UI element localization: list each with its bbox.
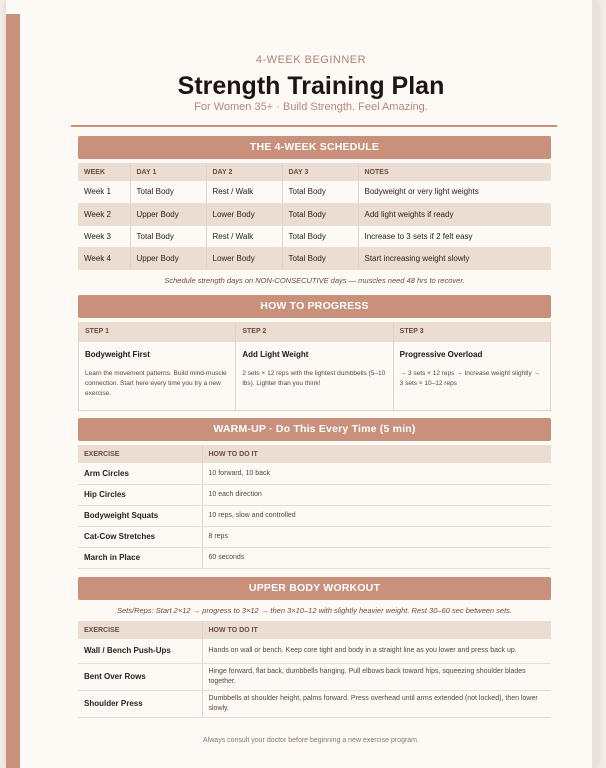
step-description: 2 sets × 12 reps with the lightest dumbbells (5–10 lbs). Lighter than you think! <box>242 370 386 387</box>
step-title: Bodyweight First <box>85 350 150 359</box>
table-row <box>78 225 551 247</box>
schedule-section <box>78 136 551 285</box>
table-cell: Total Body <box>130 181 206 203</box>
table-row <box>78 547 551 568</box>
upper-body-table <box>78 621 551 718</box>
exercise-name: Wall / Bench Push-Ups <box>78 639 202 663</box>
column-header: DAY 2 <box>206 163 282 181</box>
column-header: HOW TO DO IT <box>202 621 551 639</box>
sets-reps-note: Sets/Reps: Start 2×12 → progress to 3×12 → then 3×10–12 with slightly heavier weight. Rest 30–60 sec between sets. <box>116 606 513 615</box>
exercise-name: Hip Circles <box>78 484 202 505</box>
accent-bar-left <box>6 14 20 768</box>
table-row <box>78 505 551 526</box>
exercise-name: Cat-Cow Stretches <box>78 526 202 547</box>
column-header: HOW TO DO IT <box>202 445 551 463</box>
warmup-header-row <box>78 445 551 463</box>
step-label: STEP 3 <box>394 322 550 342</box>
table-row <box>78 247 551 269</box>
table-cell: Start increasing weight slowly <box>358 247 551 269</box>
exercise-name: Bent Over Rows <box>78 663 202 690</box>
warmup-heading: WARM-UP · Do This Every Time (5 min) <box>78 418 551 441</box>
table-cell: Total Body <box>282 247 358 269</box>
table-row <box>78 484 551 505</box>
exercise-instructions: 60 seconds <box>202 547 551 568</box>
table-cell: Bodyweight or very light weights <box>358 181 551 203</box>
table-cell: Lower Body <box>206 203 282 225</box>
table-cell: Rest / Walk <box>206 181 282 203</box>
step-title: Progressive Overload <box>399 350 483 359</box>
table-row <box>78 181 551 203</box>
progress-section <box>78 295 551 411</box>
schedule-table <box>78 163 551 270</box>
schedule-header-row <box>78 163 551 181</box>
page-subtitle: For Women 35+ · Build Strength. Feel Amazing. <box>194 101 428 113</box>
table-cell: Week 1 <box>78 181 130 203</box>
step-card <box>236 322 393 410</box>
warmup-table <box>78 445 551 569</box>
eyebrow-text: 4-WEEK BEGINNER <box>255 54 367 66</box>
step-card <box>79 322 236 410</box>
upper-header-row <box>78 621 551 639</box>
column-header: DAY 3 <box>282 163 358 181</box>
table-row <box>78 526 551 547</box>
column-header: NOTES <box>358 163 551 181</box>
table-cell: Upper Body <box>130 247 206 269</box>
exercise-name: Arm Circles <box>78 463 202 484</box>
table-row <box>78 203 551 225</box>
table-cell: Increase to 3 sets if 2 felt easy <box>358 225 551 247</box>
exercise-instructions: Hands on wall or bench. Keep core tight and body in a straight line as you lower and press back up. <box>202 639 551 663</box>
exercise-instructions: Hinge forward, flat back, dumbbells hanging. Pull elbows back toward hips, squeezing shoulder blades together. <box>202 663 551 690</box>
table-cell: Rest / Walk <box>206 225 282 247</box>
table-cell: Week 4 <box>78 247 130 269</box>
table-row <box>78 663 551 690</box>
column-header: DAY 1 <box>130 163 206 181</box>
exercise-instructions: 10 reps, slow and controlled <box>202 505 551 526</box>
exercise-name: March in Place <box>78 547 202 568</box>
step-label: STEP 1 <box>79 322 235 342</box>
table-cell: Lower Body <box>206 247 282 269</box>
warmup-section <box>78 418 551 569</box>
disclaimer-footer: Always consult your doctor before beginning a new exercise program. <box>203 737 419 744</box>
column-header: EXERCISE <box>78 445 202 463</box>
document-page <box>6 0 598 768</box>
exercise-name: Bodyweight Squats <box>78 505 202 526</box>
table-cell: Total Body <box>282 203 358 225</box>
table-cell: Week 2 <box>78 203 130 225</box>
table-cell: Upper Body <box>130 203 206 225</box>
table-cell: Week 3 <box>78 225 130 247</box>
step-title: Add Light Weight <box>242 350 309 359</box>
column-header: EXERCISE <box>78 621 202 639</box>
table-row <box>78 639 551 663</box>
progress-heading: HOW TO PROGRESS <box>78 295 551 318</box>
step-description: Learn the movement patterns. Build mind-muscle connection. Start here every time you try a new exercise. <box>85 370 227 397</box>
table-cell: Add light weights if ready <box>358 203 551 225</box>
page-edge <box>592 0 598 768</box>
schedule-heading: THE 4-WEEK SCHEDULE <box>78 136 551 159</box>
table-cell: Total Body <box>282 225 358 247</box>
exercise-instructions: Dumbbells at shoulder height, palms forward. Press overhead until arms extended (not locked), then lower slowly. <box>202 690 551 717</box>
table-cell: Total Body <box>130 225 206 247</box>
step-card <box>394 322 550 410</box>
step-description: → 3 sets × 12 reps → Increase weight slightly → 3 sets × 10–12 reps <box>399 370 541 387</box>
column-header: WEEK <box>78 163 130 181</box>
upper-body-section <box>78 577 551 718</box>
exercise-name: Shoulder Press <box>78 690 202 717</box>
table-row <box>78 690 551 717</box>
exercise-instructions: 10 each direction <box>202 484 551 505</box>
table-cell: Total Body <box>282 181 358 203</box>
step-label: STEP 2 <box>236 322 392 342</box>
schedule-note: Schedule strength days on NON-CONSECUTIVE days — muscles need 48 hrs to recover. <box>164 275 465 285</box>
upper-body-heading: UPPER BODY WORKOUT <box>78 577 551 600</box>
page-title: Strength Training Plan <box>177 72 445 100</box>
progress-steps <box>78 322 551 411</box>
exercise-instructions: 8 reps <box>202 526 551 547</box>
table-row <box>78 463 551 484</box>
title-divider <box>71 125 557 127</box>
exercise-instructions: 10 forward, 10 back <box>202 463 551 484</box>
